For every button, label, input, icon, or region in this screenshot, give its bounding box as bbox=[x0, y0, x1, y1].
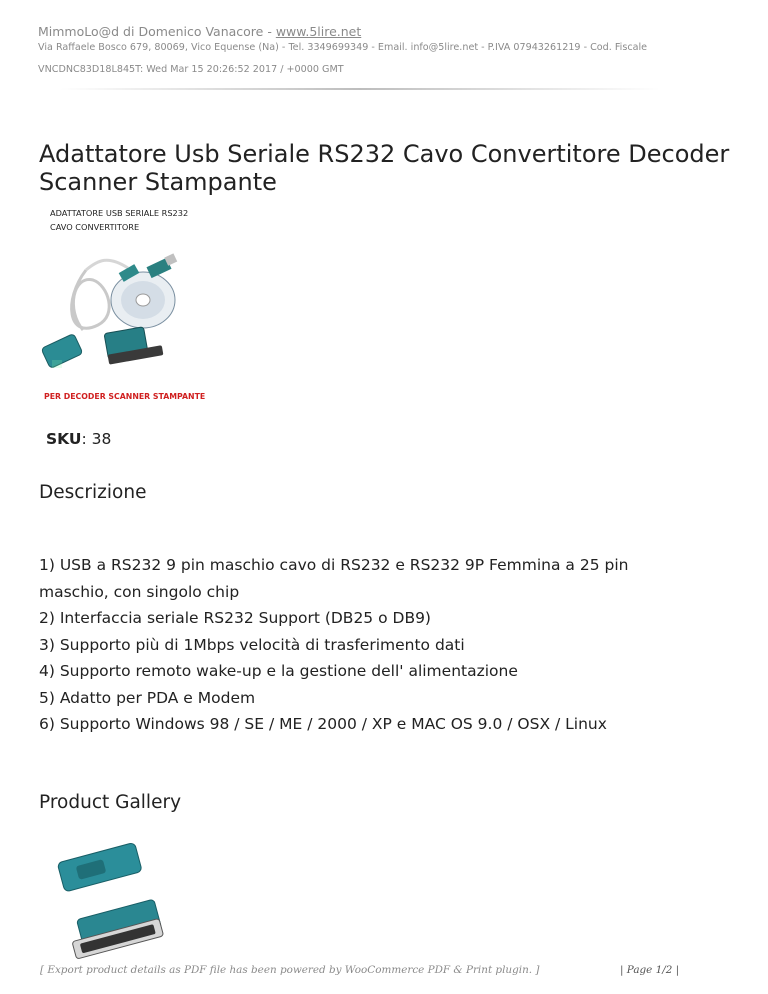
image-text-line1: ADATTATORE USB SERIALE RS232 bbox=[50, 208, 189, 218]
header-code-date: VNCDNC83D18L845T: Wed Mar 15 20:26:52 2017 / +0000 GMT bbox=[38, 64, 344, 75]
image-caption: PER DECODER SCANNER STAMPANTE bbox=[44, 392, 206, 401]
site-link[interactable]: www.5lire.net bbox=[275, 24, 362, 39]
product-image bbox=[38, 200, 206, 405]
gallery-image[interactable] bbox=[56, 832, 174, 964]
sku: SKU: 38 bbox=[46, 430, 112, 448]
description-list bbox=[39, 552, 699, 738]
footer-note: [ Export product details as PDF file has been powered by WooCommerce PDF & Print plugin. ] bbox=[40, 964, 540, 976]
usb-cable bbox=[72, 270, 110, 330]
header-company: MimmoLo@d di Domenico Vanacore - www.5lire.net bbox=[38, 24, 362, 39]
description-line: 5) Adatto per PDA e Modem bbox=[39, 688, 256, 707]
description-line: 1) USB a RS232 9 pin maschio cavo di RS232 e RS232 9P Femmina a 25 pin maschio, con singolo chip bbox=[39, 556, 629, 601]
description-line: 6) Supporto Windows 98 / SE / ME / 2000 / XP e MAC OS 9.0 / OSX / Linux bbox=[39, 715, 607, 733]
description-heading: Descrizione bbox=[39, 482, 147, 503]
product-title: Adattatore Usb Seriale RS232 Cavo Convertitore Decoder Scanner Stampante bbox=[39, 140, 730, 196]
page-number: | Page 1/2 | bbox=[620, 964, 680, 976]
description-line: 4) Supporto remoto wake-up e la gestione dell' alimentazione bbox=[39, 662, 518, 680]
document-header bbox=[38, 24, 738, 76]
description-line: 3) Supporto più di 1Mbps velocità di trasferimento dati bbox=[39, 635, 465, 654]
header-address: Via Raffaele Bosco 679, 80069, Vico Equense (Na) - Tel. 3349699349 - Email. info@5lire.net - P.IVA 07943261219 - Cod. Fiscale bbox=[38, 42, 648, 53]
gallery-heading: Product Gallery bbox=[39, 792, 182, 813]
header-divider bbox=[60, 88, 660, 90]
description-line: 2) Interfaccia seriale RS232 Support (DB25 o DB9) bbox=[39, 609, 431, 627]
image-text-line2: CAVO CONVERTITORE bbox=[50, 222, 140, 232]
